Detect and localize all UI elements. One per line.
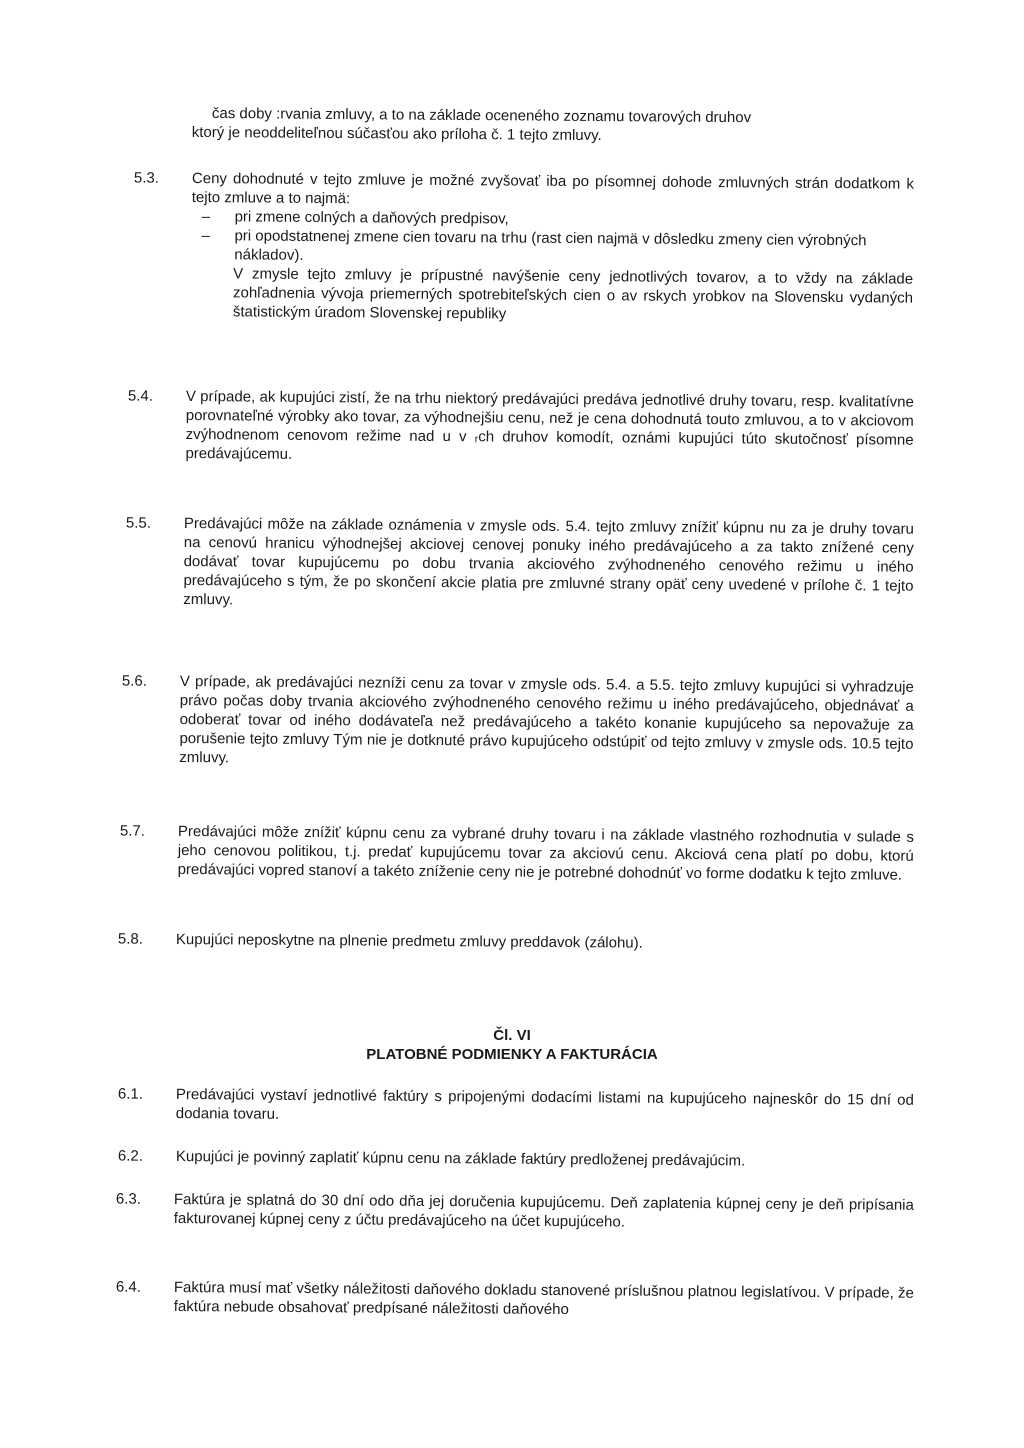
- clause-6-3: [115, 1190, 919, 1234]
- clause-5-5: [125, 514, 919, 615]
- clause-6-2: [117, 1147, 914, 1172]
- continuation-line-2: ktorý je neoddeliteľnou súčasťou ako príloha č. 1 tejto zmluvy.: [191, 123, 602, 145]
- clause-number: 6.2.: [117, 1147, 144, 1165]
- clause-number: 5.5.: [125, 514, 152, 532]
- clause-number: 5.3.: [133, 169, 160, 187]
- clause-number: 6.3.: [115, 1190, 142, 1208]
- continuation-paragraph: [191, 104, 912, 147]
- bullet-item: – pri zmene colných a daňových predpisov,: [202, 207, 914, 232]
- clause-5-4: [127, 387, 919, 469]
- clause-number: 6.4.: [115, 1278, 142, 1296]
- clause-text: Predávajúci môže na základe oznámenia v zmysle ods. 5.4. tejto zmluvy znížiť kúpnu nu za je druhy tovaru na cenovú hranicu výhodnejšej akciovej cenovej ponuky iného predávajúceho a za takto znížené ceny dodávať tovar kupujúcemu po dobu trvania akciového zvýhodneného cenového režimu u iného predávajúceho s tým, že po skončení akcie platia pre zmluvné strany opäť ceny uvedené v prílohe č. 1 tejto zmluvy.: [183, 514, 919, 609]
- clause-extra-text: V zmysle tejto zmluvy je prípustné navýšenie ceny jednotlivých tovarov, a to vždy na základe zohľadnenia vývoja priemerných spotrebiteľských cien o av rskych yrobkov na Slovensku vydaných štatistickým úradom Slovenskej republiky: [232, 265, 918, 323]
- clause-text: V prípade, ak predávajúci nezníži cenu za tovar v zmysle ods. 5.4. a 5.5. tejto zmluvy kupujúci si vyhradzuje právo počas doby trvania akciového zvýhodneného cenového režimu u iného predávajúceho, objednávať a odoberať tovar od iného dodávateľa než predávajúceho a takéto konanie kupujúceho sa nepovažuje za porušenie tejto zmluvy Tým nie je dotknuté právo kupujúceho odstúpiť od tejto zmluvy v zmysle ods. 10.5 tejto zmluvy.: [179, 672, 919, 767]
- clause-text: Kupujúci neposkytne na plnenie predmetu zmluvy preddavok (zálohu).: [175, 930, 643, 952]
- clause-5-3: [133, 169, 919, 327]
- clause-number: 5.8.: [117, 930, 144, 948]
- article-number: Čl. VI: [493, 1027, 531, 1044]
- clause-number: 6.1.: [117, 1085, 144, 1103]
- clause-number: 5.6.: [121, 672, 148, 690]
- clause-text: Predávajúci vystaví jednotlivé faktúry s pripojenými dodacími listami na kupujúceho najneskôr do 15 dní od dodania tovaru.: [175, 1086, 919, 1123]
- article-title: PLATOBNÉ PODMIENKY A FAKTURÁCIA: [366, 1046, 658, 1063]
- clause-text: Kupujúci je povinný zaplatiť kúpnu cenu na základe faktúry predloženej predávajúcim.: [175, 1148, 746, 1170]
- continuation-line-1: čas doby :rvania zmluvy, a to na základe oceneného zoznamu tovarových druhov: [211, 104, 752, 127]
- clause-text: Faktúra musí mať všetky náležitosti daňového dokladu stanovené príslušnou platnou legislatívou. V prípade, že faktúra nebude obsahovať predpísané náležitosti daňového: [173, 1279, 919, 1319]
- clause-5-8: [117, 930, 914, 955]
- clause-number: 5.4.: [127, 387, 154, 405]
- clause-6-1: [117, 1085, 919, 1129]
- clause-number: 5.7.: [119, 822, 146, 840]
- clause-text: Faktúra je splatná do 30 dní odo dňa jej doručenia kupujúcemu. Deň zaplatenia kúpnej ceny je deň pripísania fakturovanej kúpnej ceny z účtu predávajúceho na účet kupujúceho.: [173, 1191, 919, 1231]
- clause-5-6: [121, 672, 919, 773]
- clause-6-4: [115, 1278, 919, 1322]
- bullet-item: – pri opodstatnenej zmene cien tovaru na trhu (rast cien najmä v dôsledku zmeny cien výrobných nákladov).: [201, 226, 913, 270]
- clause-text: Ceny dohodnuté v tejto zmluve je možné zvyšovať iba po písomnej dohode zmluvných strán dodatkom k tejto zmluve a to najmä:: [191, 169, 919, 208]
- clause-5-7: [119, 822, 919, 885]
- clause-bullet-list: [201, 207, 913, 270]
- clause-text: Predávajúci môže znížiť kúpnu cenu za vybrané druhy tovaru i na základe vlastného rozhodnutia v sulade s jeho cenovou politikou, t.j. predať kupujúcemu tovar za akciovú cenu. Akciová cena platí po dobu, ktorú predávajúci vopred stanoví a takéto zníženie ceny nie je potrebné dohodnúť vo forme dodatku k tejto zmluve.: [177, 822, 919, 884]
- clause-text: V prípade, ak kupujúci zistí, že na trhu niektorý predávajúci predáva jednotlivé druhy tovaru, resp. kvalitatívne porovnateľné výrobky ako tovar, za výhodnejšiu cenu, než je cena dohodnutá touto zmluvou, a to v akciovom zvýhodnenom cenovom režime nad u v ᵣch druhov komodít, oznámi kupujúci túto skutočnosť písomne predávajúcemu.: [185, 387, 919, 463]
